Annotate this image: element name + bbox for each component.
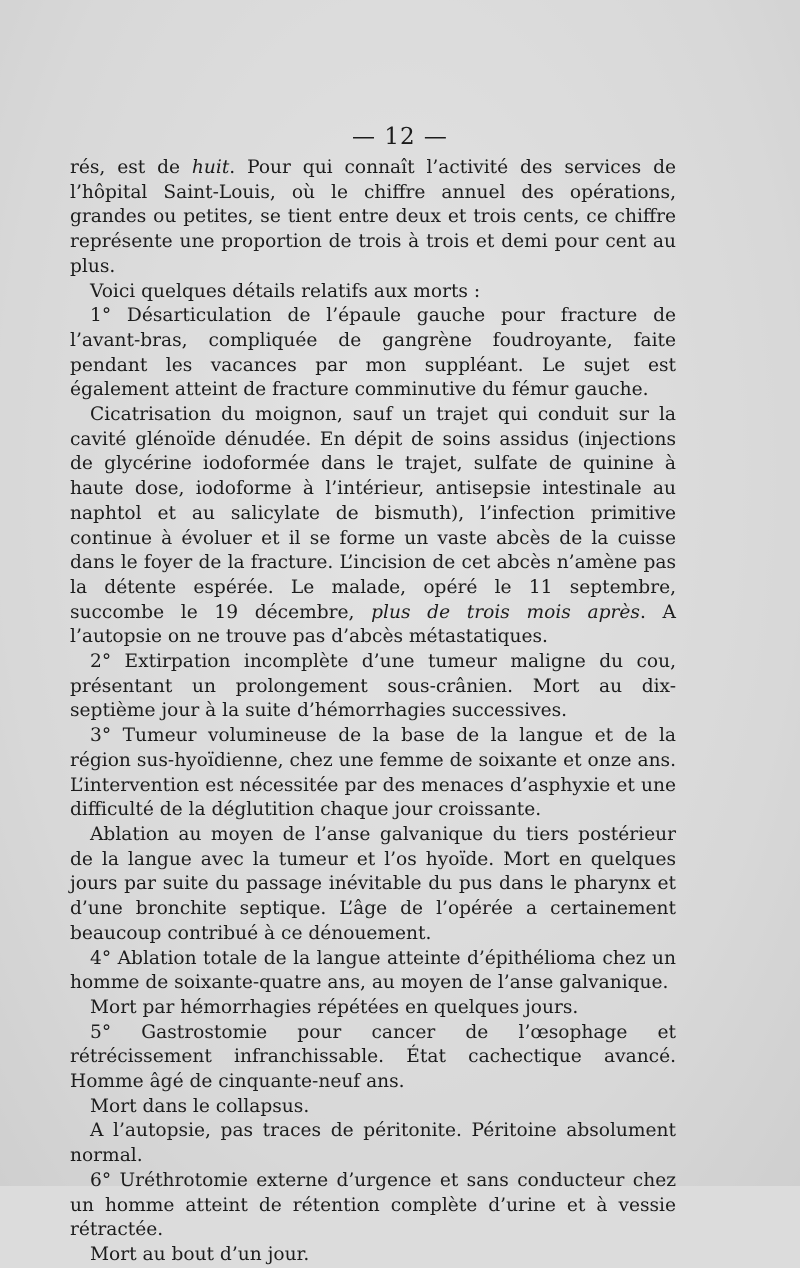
text-run: rés, est de [70,157,192,178]
paragraph-p7 [70,823,676,947]
text-run: 4° Ablation totale de la langue atteinte d’épithélioma chez un homme de soixante-quatre ans, au moyen de l’anse galvanique. [70,947,676,994]
text-run: 2° Extirpation incomplète d’une tumeur maligne du cou, présentant un prolongement sous-crânien. Mort au dix-septième jour à la suite d’hémorrhagies successives. [70,651,676,722]
paragraph-p14 [70,1243,676,1268]
text-run: Ablation au moyen de l’anse galvanique du tiers postérieur de la langue avec la tumeur et l’os hyoïde. Mort en quelques jours par suite du passage inévitable du pus dans le pharynx et d’une bronchite septique. L’âge de l’opérée a certainement beaucoup contribué à ce dénouement. [70,823,676,944]
italic-text: huit [191,157,230,178]
paragraph-p9 [70,996,676,1021]
text-run: Mort dans le collapsus. [90,1095,310,1117]
text-run: A l’autopsie, pas traces de péritonite. Péritoine absolument normal. [70,1120,676,1167]
paragraph-p1 [70,156,676,280]
text-run: Mort par hémorrhagies répétées en quelques jours. [90,996,579,1018]
paragraph-p10 [70,1021,676,1095]
paragraph-p5 [70,650,676,724]
text-run: 5° Gastrostomie pour cancer de l’œsophage et rétrécissement infranchissable. État cachectique avancé. Homme âgé de cinquante-neuf ans. [70,1021,676,1093]
paragraph-p8 [70,947,676,996]
text-run: Voici quelques détails relatifs aux morts : [90,280,481,302]
paragraph-p3 [70,304,676,403]
paragraph-p4 [70,403,676,650]
paragraph-p12 [70,1119,676,1168]
text-run: 1° Désarticulation de l’épaule gauche pour fracture de l’avant-bras, compliquée de gangrène foudroyante, faite pendant les vacances par mon suppléant. Le sujet est également atteint de fracture comminutive du fémur gauche. [70,305,676,401]
text-run: 6° Uréthrotomie externe d’urgence et sans conducteur chez un homme atteint de rétention complète d’urine et à vessie rétractée. [70,1169,676,1241]
paragraph-p11 [70,1095,676,1120]
paragraph-p13 [70,1169,676,1243]
text-run: . Pour qui connaît l’activité des services de l’hôpital Saint-Louis, où le chiffre annuel des opérations, grandes ou petites, se tient entre deux et trois cents, ce chiffre représente une proportion de trois à trois et demi pour cent au plus. [70,157,676,277]
italic-text: plus de trois mois après [371,601,640,623]
paragraph-p6 [70,724,676,823]
text-run: Mort au bout d’un jour. [90,1243,310,1265]
paragraph-p2 [70,280,676,305]
text-run: Cicatrisation du moignon, sauf un trajet qui conduit sur la cavité glénoïde dénudée. En dépit de soins assidus (injections de glycérine iodoformée dans le trajet, sulfate de quinine à haute dose, iodoforme à l’intérieur, antisepsie intestinale au naphtol et au salicylate de bismuth), l’infection primitive continue à évoluer et il se forme un vaste abcès de la cuisse dans le foyer de la fracture. L’incision de cet abcès n’amène pas la détente espérée. Le malade, opéré le 11 septembre, succombe le 19 décembre, [70,404,676,623]
page-number: — 12 — [352,124,448,150]
body-text [70,156,676,1268]
text-run: . A l’autopsie on ne trouve pas d’abcès métastatiques. [70,601,676,648]
text-run: 3° Tumeur volumineuse de la base de la langue et de la région sus-hyoïdienne, chez une femme de soixante et onze ans. L’intervention est nécessitée par des menaces d’asphyxie et une difficulté de la déglutition chaque jour croissante. [70,725,676,821]
